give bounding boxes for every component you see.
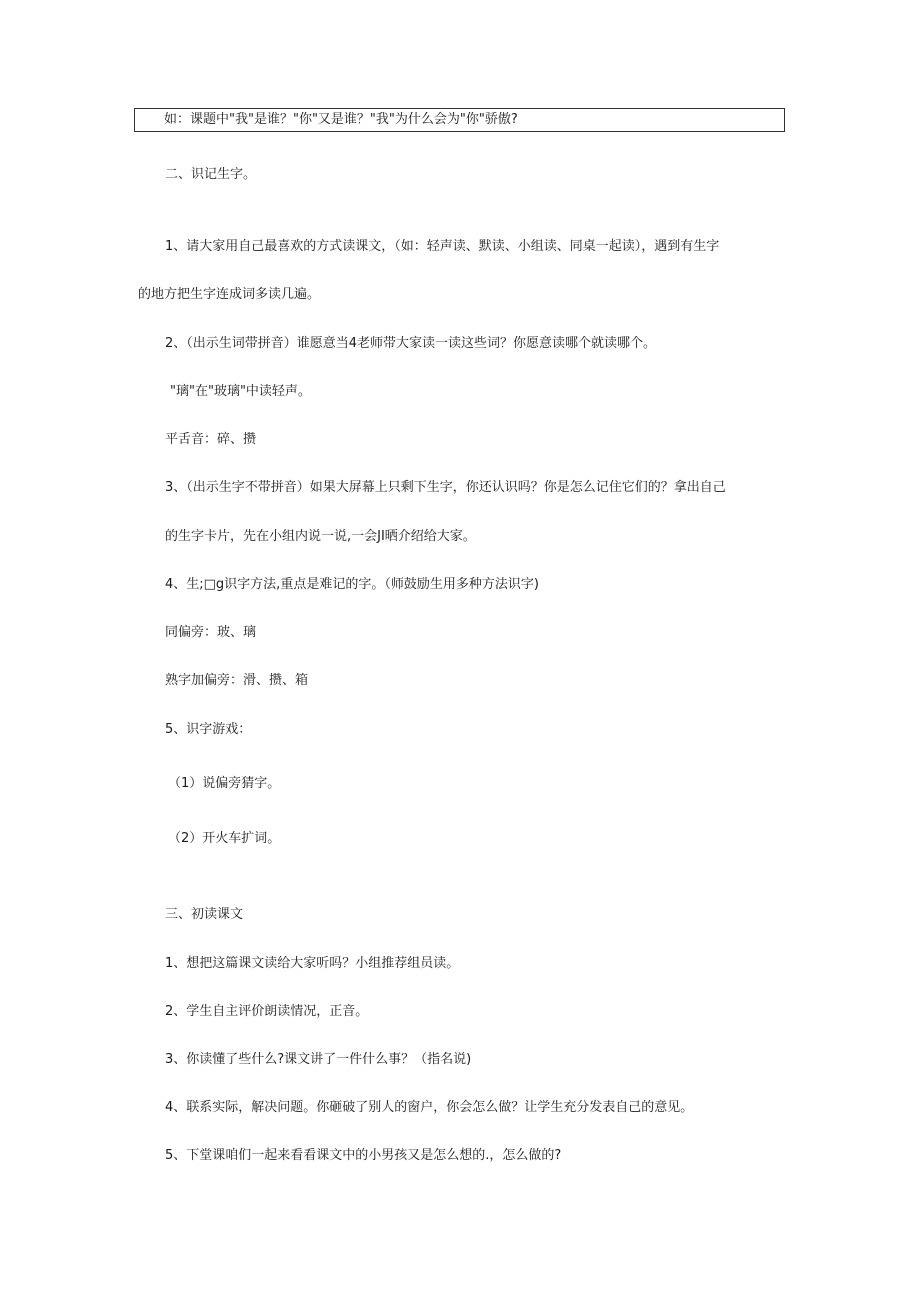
paragraph-line: 同偏旁：玻、璃 [165, 625, 257, 640]
paragraph-line: 1、想把这篇课文读给大家听吗？小组推荐组员读。 [165, 956, 460, 971]
paragraph-line: 5、下堂课咱们一起来看看课文中的小男孩又是怎么想的.，怎么做的? [165, 1148, 562, 1163]
paragraph-line: 的生字卡片，先在小组内说一说,一会JI晒介绍给大家。 [165, 529, 476, 544]
paragraph-line: 2、学生自主评价朗读情况，正音。 [165, 1004, 369, 1019]
paragraph-line: 3、（出示生字不带拼音）如果大屏幕上只剩下生字，你还认识吗？你是怎么记住它们的？拿出自己 [165, 480, 726, 495]
paragraph-line: 2、（出示生词带拼音）谁愿意当4老师带大家读一读这些词？你愿意读哪个就读哪个。 [165, 336, 657, 351]
example-text: 如：课题中"我"是谁？"你"又是谁？"我"为什么会为"你"骄傲? [164, 112, 518, 127]
section-heading-2: 二、识记生字。 [165, 167, 257, 182]
paragraph-line: 3、你读懂了些什么?课文讲了一件什么事？（指名说) [165, 1052, 472, 1067]
paragraph-line: 熟字加偏旁：滑、攒、箱 [165, 673, 309, 688]
paragraph-line: 4、生;□g识字方法,重点是难记的字。（师鼓励生用多种方法识字) [165, 577, 539, 592]
section-heading-3: 三、初读课文 [165, 907, 244, 922]
paragraph-line: 4、联系实际，解决问题。你砸破了别人的窗户，你会怎么做？让学生充分发表自己的意见。 [165, 1100, 694, 1115]
paragraph-line: 的地方把生字连成词多读几遍。 [138, 287, 321, 302]
paragraph-line: 1、请大家用自己最喜欢的方式读课文，（如：轻声读、默读、小组读、同桌一起读），遇到有生字 [165, 239, 720, 254]
list-item: （2）开火车扩词。 [168, 831, 281, 846]
paragraph-line: "璃"在"玻璃"中读轻声。 [170, 384, 311, 399]
paragraph-line: 平舌音：碎、攒 [165, 432, 257, 447]
list-item: （1）说偏旁猜字。 [168, 776, 281, 791]
example-box [134, 108, 785, 132]
paragraph-line: 5、识字游戏： [165, 722, 252, 737]
